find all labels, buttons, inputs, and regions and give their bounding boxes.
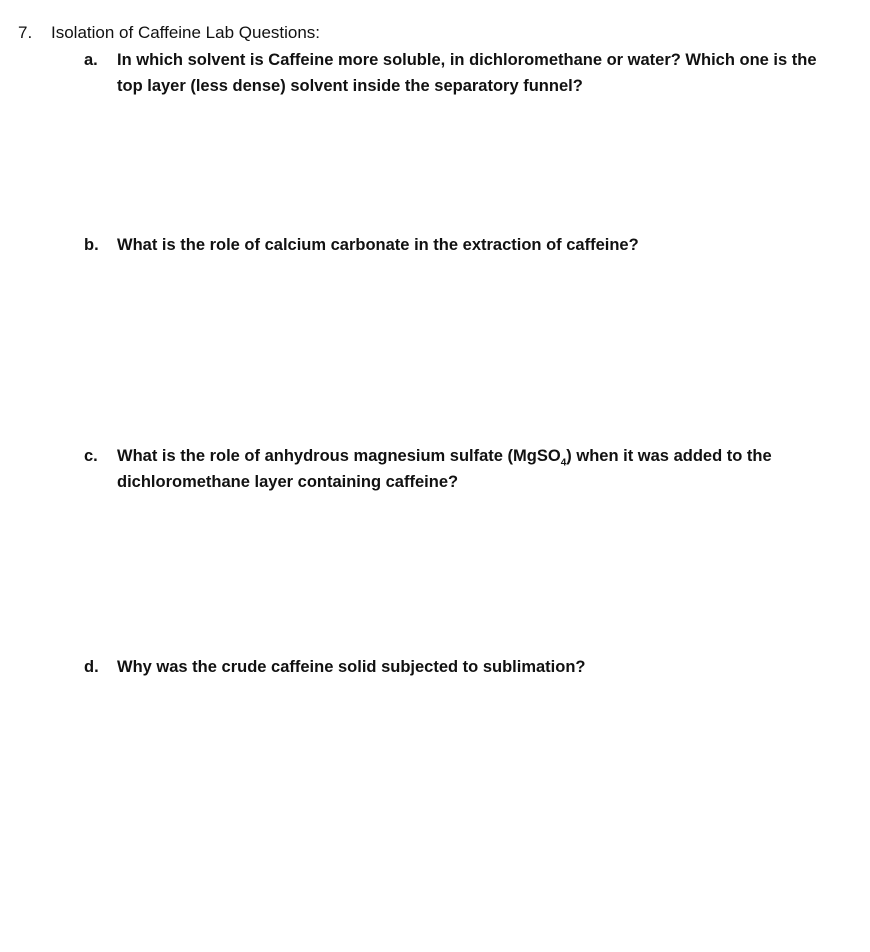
subscript-4: 4 (560, 457, 567, 469)
section-heading (18, 22, 320, 44)
question-text-after: ) when it was added to the dichloromethane layer containing caffeine? (117, 447, 772, 491)
question-d (84, 654, 824, 680)
question-marker: b. (84, 236, 99, 254)
question-a (84, 47, 824, 99)
question-text: What is the role of calcium carbonate in the extraction of caffeine? (117, 236, 639, 254)
question-marker: d. (84, 658, 99, 676)
section-number: 7. (18, 23, 33, 42)
question-marker: a. (84, 51, 98, 69)
question-text: Why was the crude caffeine solid subjected to sublimation? (117, 658, 586, 676)
question-text: In which solvent is Caffeine more soluble, in dichloromethane or water? Which one is the top layer (less dense) solvent inside the separatory funnel? (117, 51, 817, 95)
question-b (84, 232, 824, 258)
question-c (84, 443, 824, 495)
question-text-before: What is the role of anhydrous magnesium sulfate (MgSO (117, 447, 561, 465)
section-title: Isolation of Caffeine Lab Questions: (51, 23, 321, 42)
question-text (117, 443, 824, 495)
question-marker: c. (84, 447, 98, 465)
